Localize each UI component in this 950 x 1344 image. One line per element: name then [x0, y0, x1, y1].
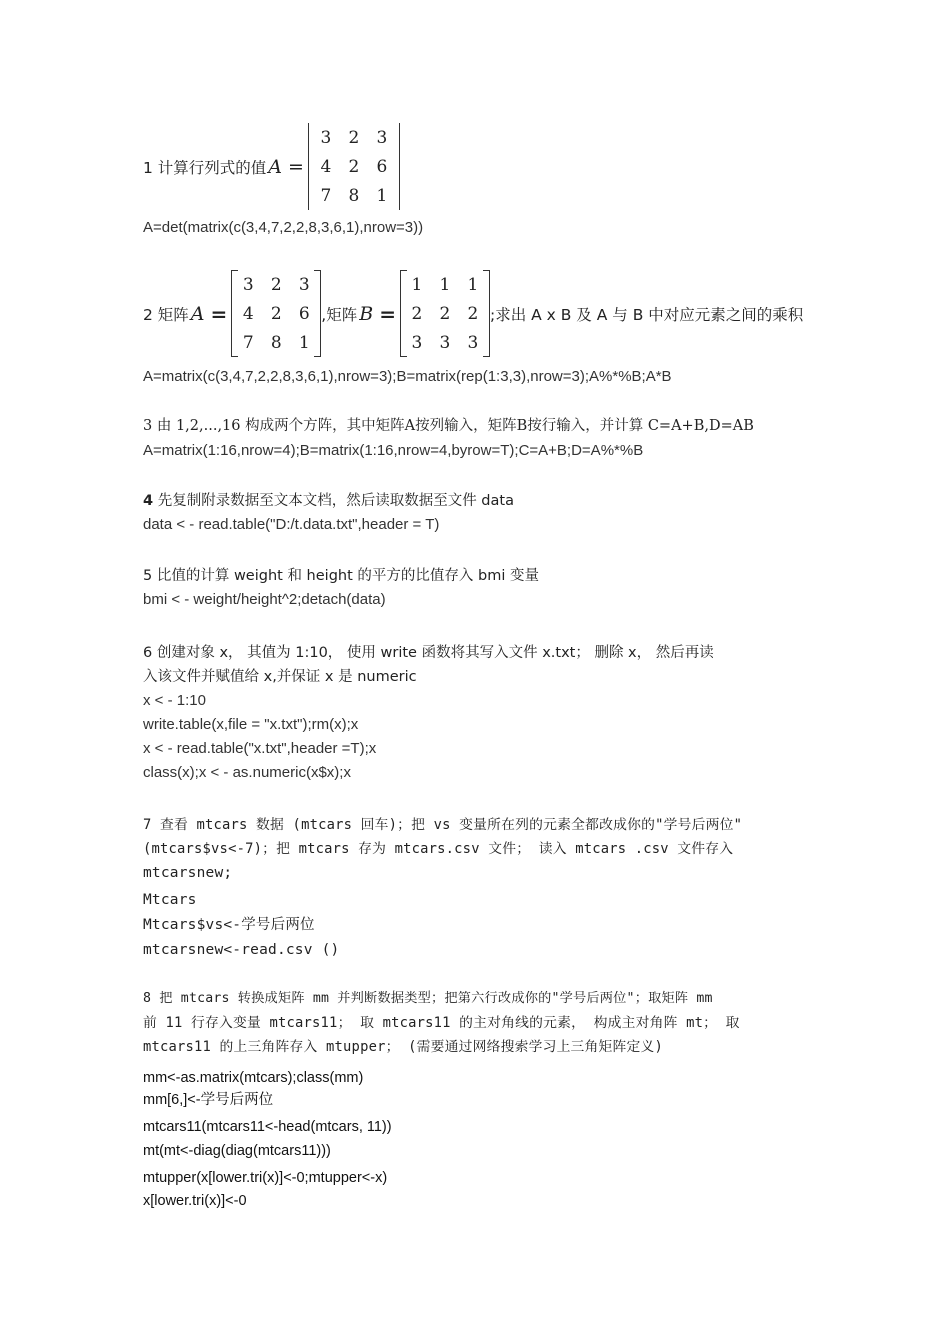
q4-number: 4 — [143, 493, 154, 509]
q8-line1: 8 把 mtcars 转换成矩阵 mm 并判断数据类型；把第六行改成你的"学号后两位"；取矩阵 mm — [143, 991, 713, 1006]
q2-var-a: A — [190, 302, 205, 325]
q5-code: bmi < - weight/height^2;detach(data) — [143, 591, 386, 608]
matrix-cell: 2 — [270, 303, 282, 324]
q2-var-b: B — [359, 302, 374, 325]
q6-line1: 6 创建对象 x， 其值为 1:10， 使用 write 函数将其写入文件 x.txt； 删除 x， 然后再读 — [143, 645, 714, 661]
q2-matrix-a — [231, 270, 321, 357]
matrix-cell: 2 — [411, 303, 423, 324]
matrix-cell: 3 — [320, 127, 332, 148]
q8-code-line: mtupper(x[lower.tri(x)]<-0;mtupper<-x) — [143, 1170, 388, 1186]
matrix-cell: 1 — [411, 274, 423, 295]
q8-code-line: mtcars11(mtcars11<-head(mtcars, 11)) — [143, 1119, 392, 1135]
q2-mid: ,矩阵 — [321, 305, 358, 324]
matrix-cell: 2 — [348, 127, 360, 148]
q2-tail: ;求出 A x B 及 A 与 B 中对应元素之间的乘积 — [489, 305, 804, 324]
matrix-cell: 8 — [348, 185, 360, 206]
q6-code-line: class(x);x < - as.numeric(x$x);x — [143, 764, 351, 781]
matrix-cell: 1 — [298, 332, 310, 353]
q4-text: 先复制附录数据至文本文档，然后读取数据至文件 data — [157, 493, 514, 509]
q1-code: A=det(matrix(c(3,4,7,2,2,8,3,6,1),nrow=3)) — [143, 219, 424, 236]
matrix-cell: 2 — [439, 303, 451, 324]
q7-line1: 7 查看 mtcars 数据 (mtcars 回车)；把 vs 变量所在列的元素全都改成你的"学号后两位" — [143, 817, 743, 833]
matrix-cell: 1 — [439, 274, 451, 295]
matrix-cell: 3 — [411, 332, 423, 353]
matrix-cell: 7 — [242, 332, 254, 353]
q6-line2: 入该文件并赋值给 x,并保证 x 是 numeric — [143, 669, 417, 685]
q1-row — [143, 123, 400, 210]
q6-code-line: x < - read.table("x.txt",header =T);x — [143, 740, 377, 757]
q8-code-line: mm<-as.matrix(mtcars);class(mm) — [143, 1070, 364, 1086]
matrix-cell: 8 — [270, 332, 282, 353]
matrix-cell: 3 — [242, 274, 254, 295]
matrix-cell: 3 — [298, 274, 310, 295]
q3-text: 3 由 1,2,...,16 构成两个方阵，其中矩阵A按列输入，矩阵B按行输入，并计算 C=A+B,D=AB — [143, 418, 754, 434]
matrix-cell: 6 — [376, 156, 388, 177]
q8-code-line: mt(mt<-diag(diag(mtcars11))) — [143, 1143, 331, 1159]
q8-line3: mtcars11 的上三角阵存入 mtupper； (需要通过网络搜索学习上三角矩阵定义) — [143, 1039, 664, 1055]
matrix-cell: 1 — [376, 185, 388, 206]
q2-eq-a: = — [210, 301, 228, 326]
q8-code-line: mm[6,]<-学号后两位 — [143, 1092, 274, 1108]
matrix-cell: 2 — [348, 156, 360, 177]
q7-code-line: Mtcars — [143, 892, 197, 908]
matrix-cell: 6 — [298, 303, 310, 324]
q1-text: 1 计算行列式的值 — [143, 158, 267, 177]
q2-lead: 2 矩阵 — [143, 305, 189, 324]
q6-code-line: write.table(x,file = "x.txt");rm(x);x — [143, 716, 359, 733]
q8-line2: 前 11 行存入变量 mtcars11； 取 mtcars11 的主对角线的元素， 构成主对角阵 mt； 取 — [143, 1015, 740, 1031]
q1-determinant — [308, 123, 400, 210]
q7-line2: (mtcars$vs<-7)；把 mtcars 存为 mtcars.csv 文件； 读入 mtcars .csv 文件存入 — [143, 841, 734, 857]
matrix-cell: 2 — [467, 303, 479, 324]
q2-code: A=matrix(c(3,4,7,2,2,8,3,6,1),nrow=3);B=matrix(rep(1:3,3),nrow=3);A%*%B;A*B — [143, 368, 672, 385]
matrix-cell: 2 — [270, 274, 282, 295]
matrix-cell: 3 — [439, 332, 451, 353]
q2-row — [143, 270, 803, 357]
q4-heading — [143, 491, 514, 511]
q6-code-line: x < - 1:10 — [143, 692, 206, 709]
q1-eq: = — [288, 155, 304, 178]
q1-var: A — [268, 155, 283, 178]
matrix-cell: 4 — [242, 303, 254, 324]
q3-code: A=matrix(1:16,nrow=4);B=matrix(1:16,nrow=4,byrow=T);C=A+B;D=A%*%B — [143, 442, 644, 459]
q4-code: data < - read.table("D:/t.data.txt",header = T) — [143, 516, 440, 533]
q2-eq-b: = — [379, 301, 396, 326]
q2-matrix-b — [400, 270, 490, 357]
q7-code-line: mtcarsnew<-read.csv () — [143, 942, 340, 958]
matrix-cell: 1 — [467, 274, 479, 295]
matrix-cell: 3 — [376, 127, 388, 148]
q5-text: 5 比值的计算 weight 和 height 的平方的比值存入 bmi 变量 — [143, 568, 539, 584]
q7-line3: mtcarsnew; — [143, 865, 233, 881]
q8-code-line: x[lower.tri(x)]<-0 — [143, 1193, 247, 1209]
matrix-cell: 3 — [467, 332, 479, 353]
matrix-cell: 4 — [320, 156, 332, 177]
q7-code-line: Mtcars$vs<-学号后两位 — [143, 917, 315, 933]
matrix-cell: 7 — [320, 185, 332, 206]
